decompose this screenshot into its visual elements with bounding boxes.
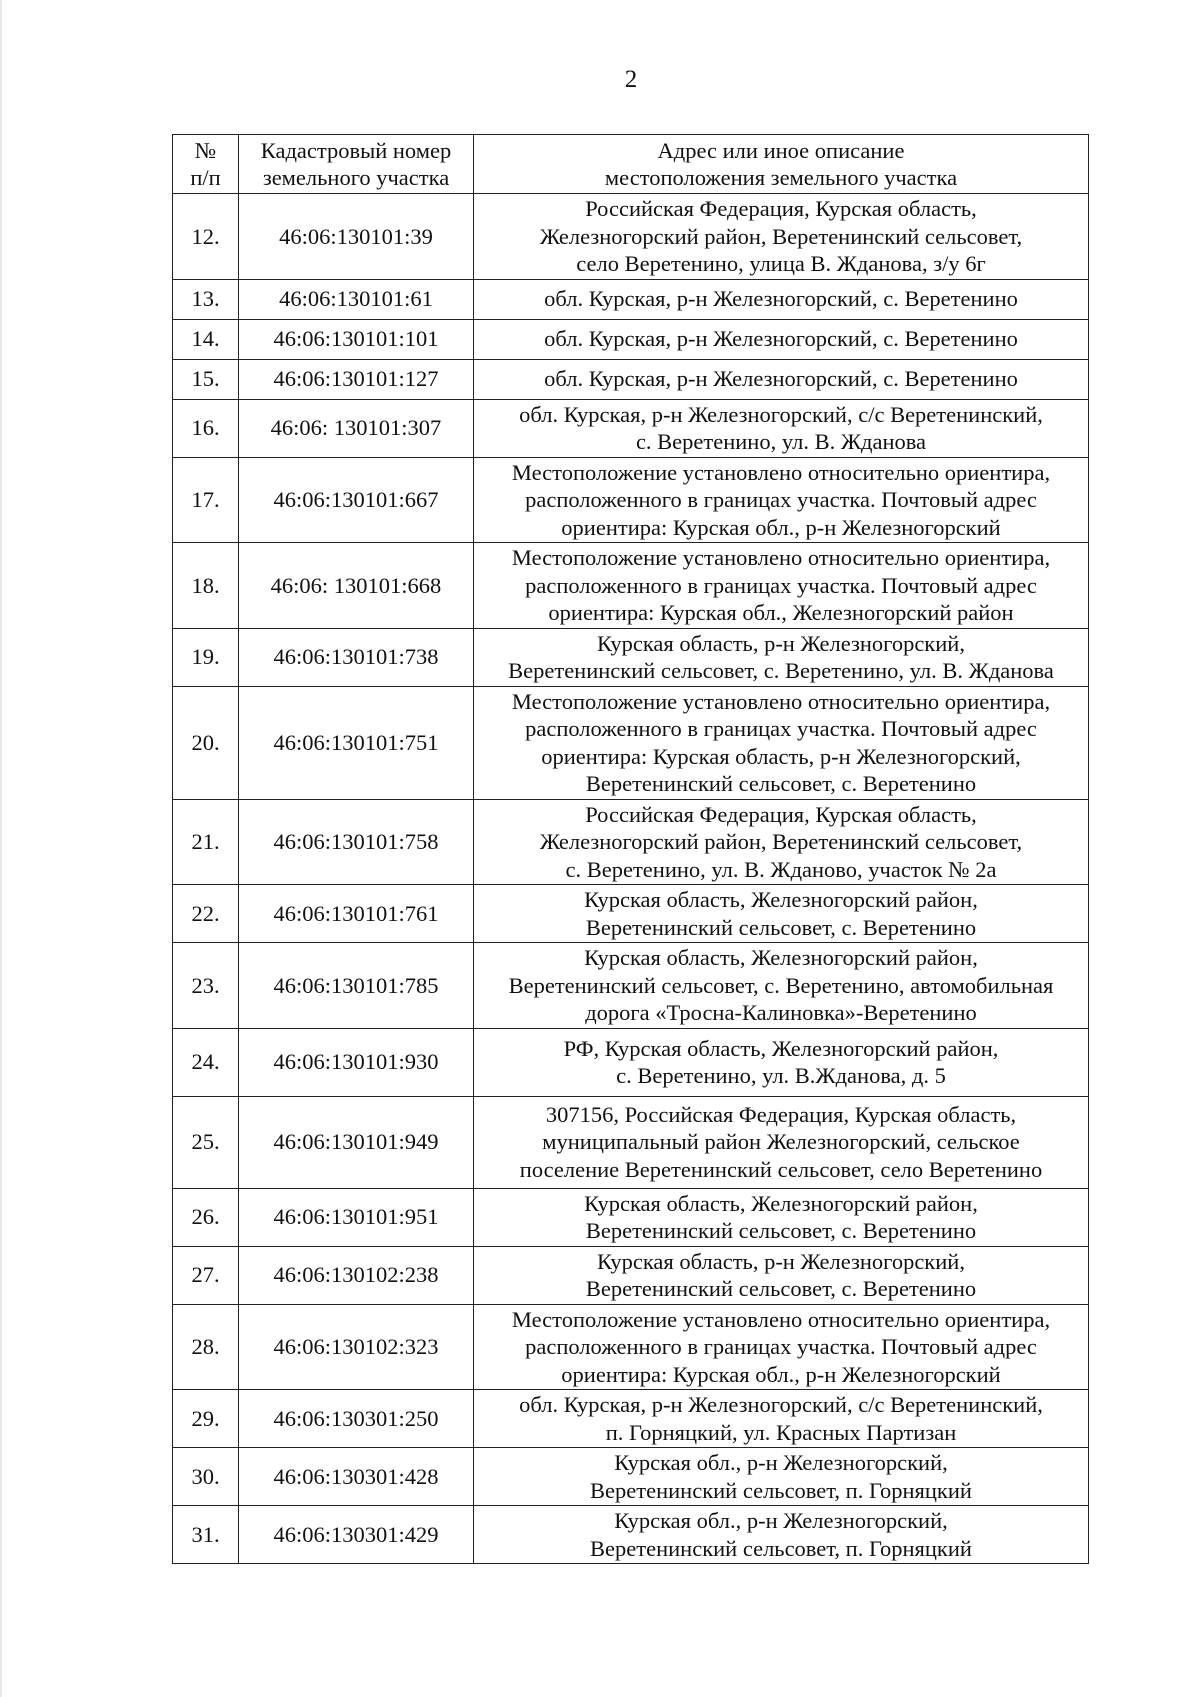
address-description	[474, 543, 1089, 629]
row-number: 30.	[173, 1448, 239, 1506]
page-number: 2	[624, 66, 638, 93]
address-line: расположенного в границах участка. Почтовый адрес	[525, 487, 1037, 512]
table-row	[173, 885, 1089, 943]
cadastral-number: 46:06:130101:949	[239, 1096, 474, 1188]
table-row	[173, 399, 1089, 457]
table-row	[173, 543, 1089, 629]
cadastral-number: 46:06:130101:761	[239, 885, 474, 943]
address-line: расположенного в границах участка. Почтовый адрес	[525, 1334, 1037, 1359]
table-row	[173, 1506, 1089, 1564]
address-description	[474, 1096, 1089, 1188]
address-line: село Веретенино, улица В. Жданова, з/у 6г	[576, 251, 986, 276]
table-row	[173, 319, 1089, 359]
cadastral-number: 46:06: 130101:307	[239, 399, 474, 457]
address-line: дорога «Тросна-Калиновка»-Веретенино	[585, 1000, 977, 1025]
land-plots-table	[172, 134, 1089, 1564]
table-row	[173, 457, 1089, 543]
table-row	[173, 1390, 1089, 1448]
address-line: ориентира: Курская обл., Железногорский район	[548, 600, 1014, 625]
row-number: 14.	[173, 319, 239, 359]
address-line: Веретенинский сельсовет, с. Веретенино	[585, 1218, 977, 1243]
address-description	[474, 885, 1089, 943]
address-line: Местоположение установлено относительно ориентира,	[511, 459, 1051, 485]
address-line: обл. Курская, р-н Железногорский, с. Веретенино	[544, 366, 1018, 392]
table-row	[173, 1246, 1089, 1304]
table-row	[173, 279, 1089, 319]
row-number: 23.	[173, 943, 239, 1029]
header-cadastral-line: Кадастровый номер	[260, 137, 452, 163]
table-row	[173, 1096, 1089, 1188]
cadastral-number: 46:06:130102:323	[239, 1304, 474, 1390]
address-line: РФ, Курская область, Железногорский район,	[563, 1035, 999, 1061]
address-description	[474, 399, 1089, 457]
address-description	[474, 359, 1089, 399]
table-row	[173, 628, 1089, 686]
table-row	[173, 1304, 1089, 1390]
address-line: Веретенинский сельсовет, с. Веретенино, ул. В. Жданова	[508, 658, 1054, 683]
cadastral-number: 46:06:130101:127	[239, 359, 474, 399]
cadastral-number: 46:06:130101:101	[239, 319, 474, 359]
cadastral-number: 46:06:130301:428	[239, 1448, 474, 1506]
row-number: 13.	[173, 279, 239, 319]
address-line: Веретенинский сельсовет, п. Горняцкий	[590, 1477, 972, 1503]
cadastral-number: 46:06:130101:785	[239, 943, 474, 1029]
address-line: Веретенинский сельсовет, с. Веретенино	[585, 771, 977, 796]
address-description	[474, 1188, 1089, 1246]
address-description	[474, 686, 1089, 799]
cadastral-number: 46:06:130101:930	[239, 1028, 474, 1096]
cadastral-number: 46:06:130101:61	[239, 279, 474, 319]
row-number: 29.	[173, 1390, 239, 1448]
address-line: п. Горняцкий, ул. Красных Партизан	[605, 1419, 957, 1445]
row-number: 17.	[173, 457, 239, 543]
address-line: Российская Федерация, Курская область,	[585, 196, 977, 221]
table-header-row	[173, 135, 1089, 194]
row-number: 20.	[173, 686, 239, 799]
row-number: 18.	[173, 543, 239, 629]
address-line: Курская область, Железногорский район,	[584, 945, 978, 970]
header-cadastral-line: земельного участка	[262, 165, 450, 190]
row-number: 12.	[173, 194, 239, 280]
address-line: ориентира: Курская обл., р-н Железногорский	[561, 514, 1001, 540]
header-address-line: Адрес или иное описание	[657, 137, 905, 163]
address-line: ориентира: Курская область, р-н Железногорский,	[541, 743, 1021, 769]
address-line: обл. Курская, р-н Железногорский, с. Веретенино	[544, 286, 1018, 312]
row-number: 24.	[173, 1028, 239, 1096]
header-address-line: местоположения земельного участка	[604, 165, 958, 190]
table-row	[173, 1188, 1089, 1246]
header-address	[474, 135, 1089, 194]
address-description	[474, 1028, 1089, 1096]
address-line: расположенного в границах участка. Почтовый адрес	[525, 572, 1037, 598]
address-description	[474, 1304, 1089, 1390]
address-line: 307156, Российская Федерация, Курская область,	[545, 1101, 1017, 1127]
address-line: обл. Курская, р-н Железногорский, с/с Веретенинский,	[519, 401, 1043, 427]
table-row	[173, 1028, 1089, 1096]
address-line: Курская область, р-н Железногорский,	[597, 630, 965, 656]
table-row	[173, 686, 1089, 799]
table-row	[173, 359, 1089, 399]
address-line: Железногорский район, Веретенинский сельсовет,	[539, 829, 1023, 854]
table-row	[173, 1448, 1089, 1506]
address-line: Веретенинский сельсовет, п. Горняцкий	[590, 1535, 972, 1561]
address-description	[474, 1506, 1089, 1564]
address-line: муниципальный район Железногорский, сельское	[542, 1129, 1020, 1155]
address-line: Курская область, Железногорский район,	[584, 1190, 978, 1216]
cadastral-number: 46:06: 130101:668	[239, 543, 474, 629]
address-line: Веретенинский сельсовет, с. Веретенино	[585, 914, 977, 940]
header-number	[173, 135, 239, 194]
address-line: поселение Веретенинский сельсовет, село Веретенино	[519, 1156, 1043, 1182]
address-description	[474, 194, 1089, 280]
address-line: Местоположение установлено относительно ориентира,	[511, 688, 1051, 714]
address-line: Веретенинский сельсовет, с. Веретенино, автомобильная	[508, 972, 1054, 998]
cadastral-number: 46:06:130102:238	[239, 1246, 474, 1304]
address-description	[474, 943, 1089, 1029]
cadastral-number: 46:06:130101:39	[239, 194, 474, 280]
row-number: 28.	[173, 1304, 239, 1390]
address-line: ориентира: Курская обл., р-н Железногорский	[561, 1361, 1001, 1387]
row-number: 19.	[173, 628, 239, 686]
row-number: 26.	[173, 1188, 239, 1246]
address-line: Железногорский район, Веретенинский сельсовет,	[539, 223, 1023, 249]
row-number: 31.	[173, 1506, 239, 1564]
address-description	[474, 457, 1089, 543]
cadastral-number: 46:06:130101:667	[239, 457, 474, 543]
address-line: Российская Федерация, Курская область,	[585, 801, 977, 827]
scan-edge	[0, 0, 2, 1697]
cadastral-number: 46:06:130301:429	[239, 1506, 474, 1564]
address-description	[474, 1448, 1089, 1506]
row-number: 21.	[173, 799, 239, 885]
row-number: 27.	[173, 1246, 239, 1304]
row-number: 25.	[173, 1096, 239, 1188]
address-description	[474, 1246, 1089, 1304]
row-number: 15.	[173, 359, 239, 399]
cadastral-number: 46:06:130301:250	[239, 1390, 474, 1448]
address-description	[474, 1390, 1089, 1448]
row-number: 22.	[173, 885, 239, 943]
address-line: расположенного в границах участка. Почтовый адрес	[525, 716, 1037, 741]
cadastral-number: 46:06:130101:951	[239, 1188, 474, 1246]
address-description	[474, 628, 1089, 686]
address-line: Местоположение установлено относительно ориентира,	[511, 545, 1051, 570]
address-line: обл. Курская, р-н Железногорский, с. Веретенино	[544, 326, 1018, 352]
row-number: 16.	[173, 399, 239, 457]
cadastral-number: 46:06:130101:738	[239, 628, 474, 686]
header-cadastral	[239, 135, 474, 194]
address-line: с. Веретенино, ул. В. Жданово, участок № 2а	[565, 856, 997, 882]
header-number-line: №	[194, 137, 217, 163]
address-description	[474, 319, 1089, 359]
address-line: Курская обл., р-н Железногорский,	[614, 1508, 948, 1533]
address-line: Курская область, Железногорский район,	[584, 887, 978, 912]
table-body	[173, 194, 1089, 1564]
address-line: Местоположение установлено относительно ориентира,	[511, 1306, 1051, 1332]
address-line: обл. Курская, р-н Железногорский, с/с Веретенинский,	[519, 1392, 1043, 1417]
cadastral-number: 46:06:130101:751	[239, 686, 474, 799]
header-number-line: п/п	[190, 165, 221, 190]
table-row	[173, 194, 1089, 280]
address-line: с. Веретенино, ул. В.Жданова, д. 5	[616, 1063, 946, 1088]
table-row	[173, 943, 1089, 1029]
address-description	[474, 799, 1089, 885]
cadastral-number: 46:06:130101:758	[239, 799, 474, 885]
address-line: с. Веретенино, ул. В. Жданова	[635, 429, 927, 454]
address-line: Курская область, р-н Железногорский,	[597, 1248, 965, 1274]
address-line: Курская обл., р-н Железногорский,	[614, 1450, 948, 1475]
address-line: Веретенинский сельсовет, с. Веретенино	[585, 1276, 977, 1301]
address-description	[474, 279, 1089, 319]
table-row	[173, 799, 1089, 885]
